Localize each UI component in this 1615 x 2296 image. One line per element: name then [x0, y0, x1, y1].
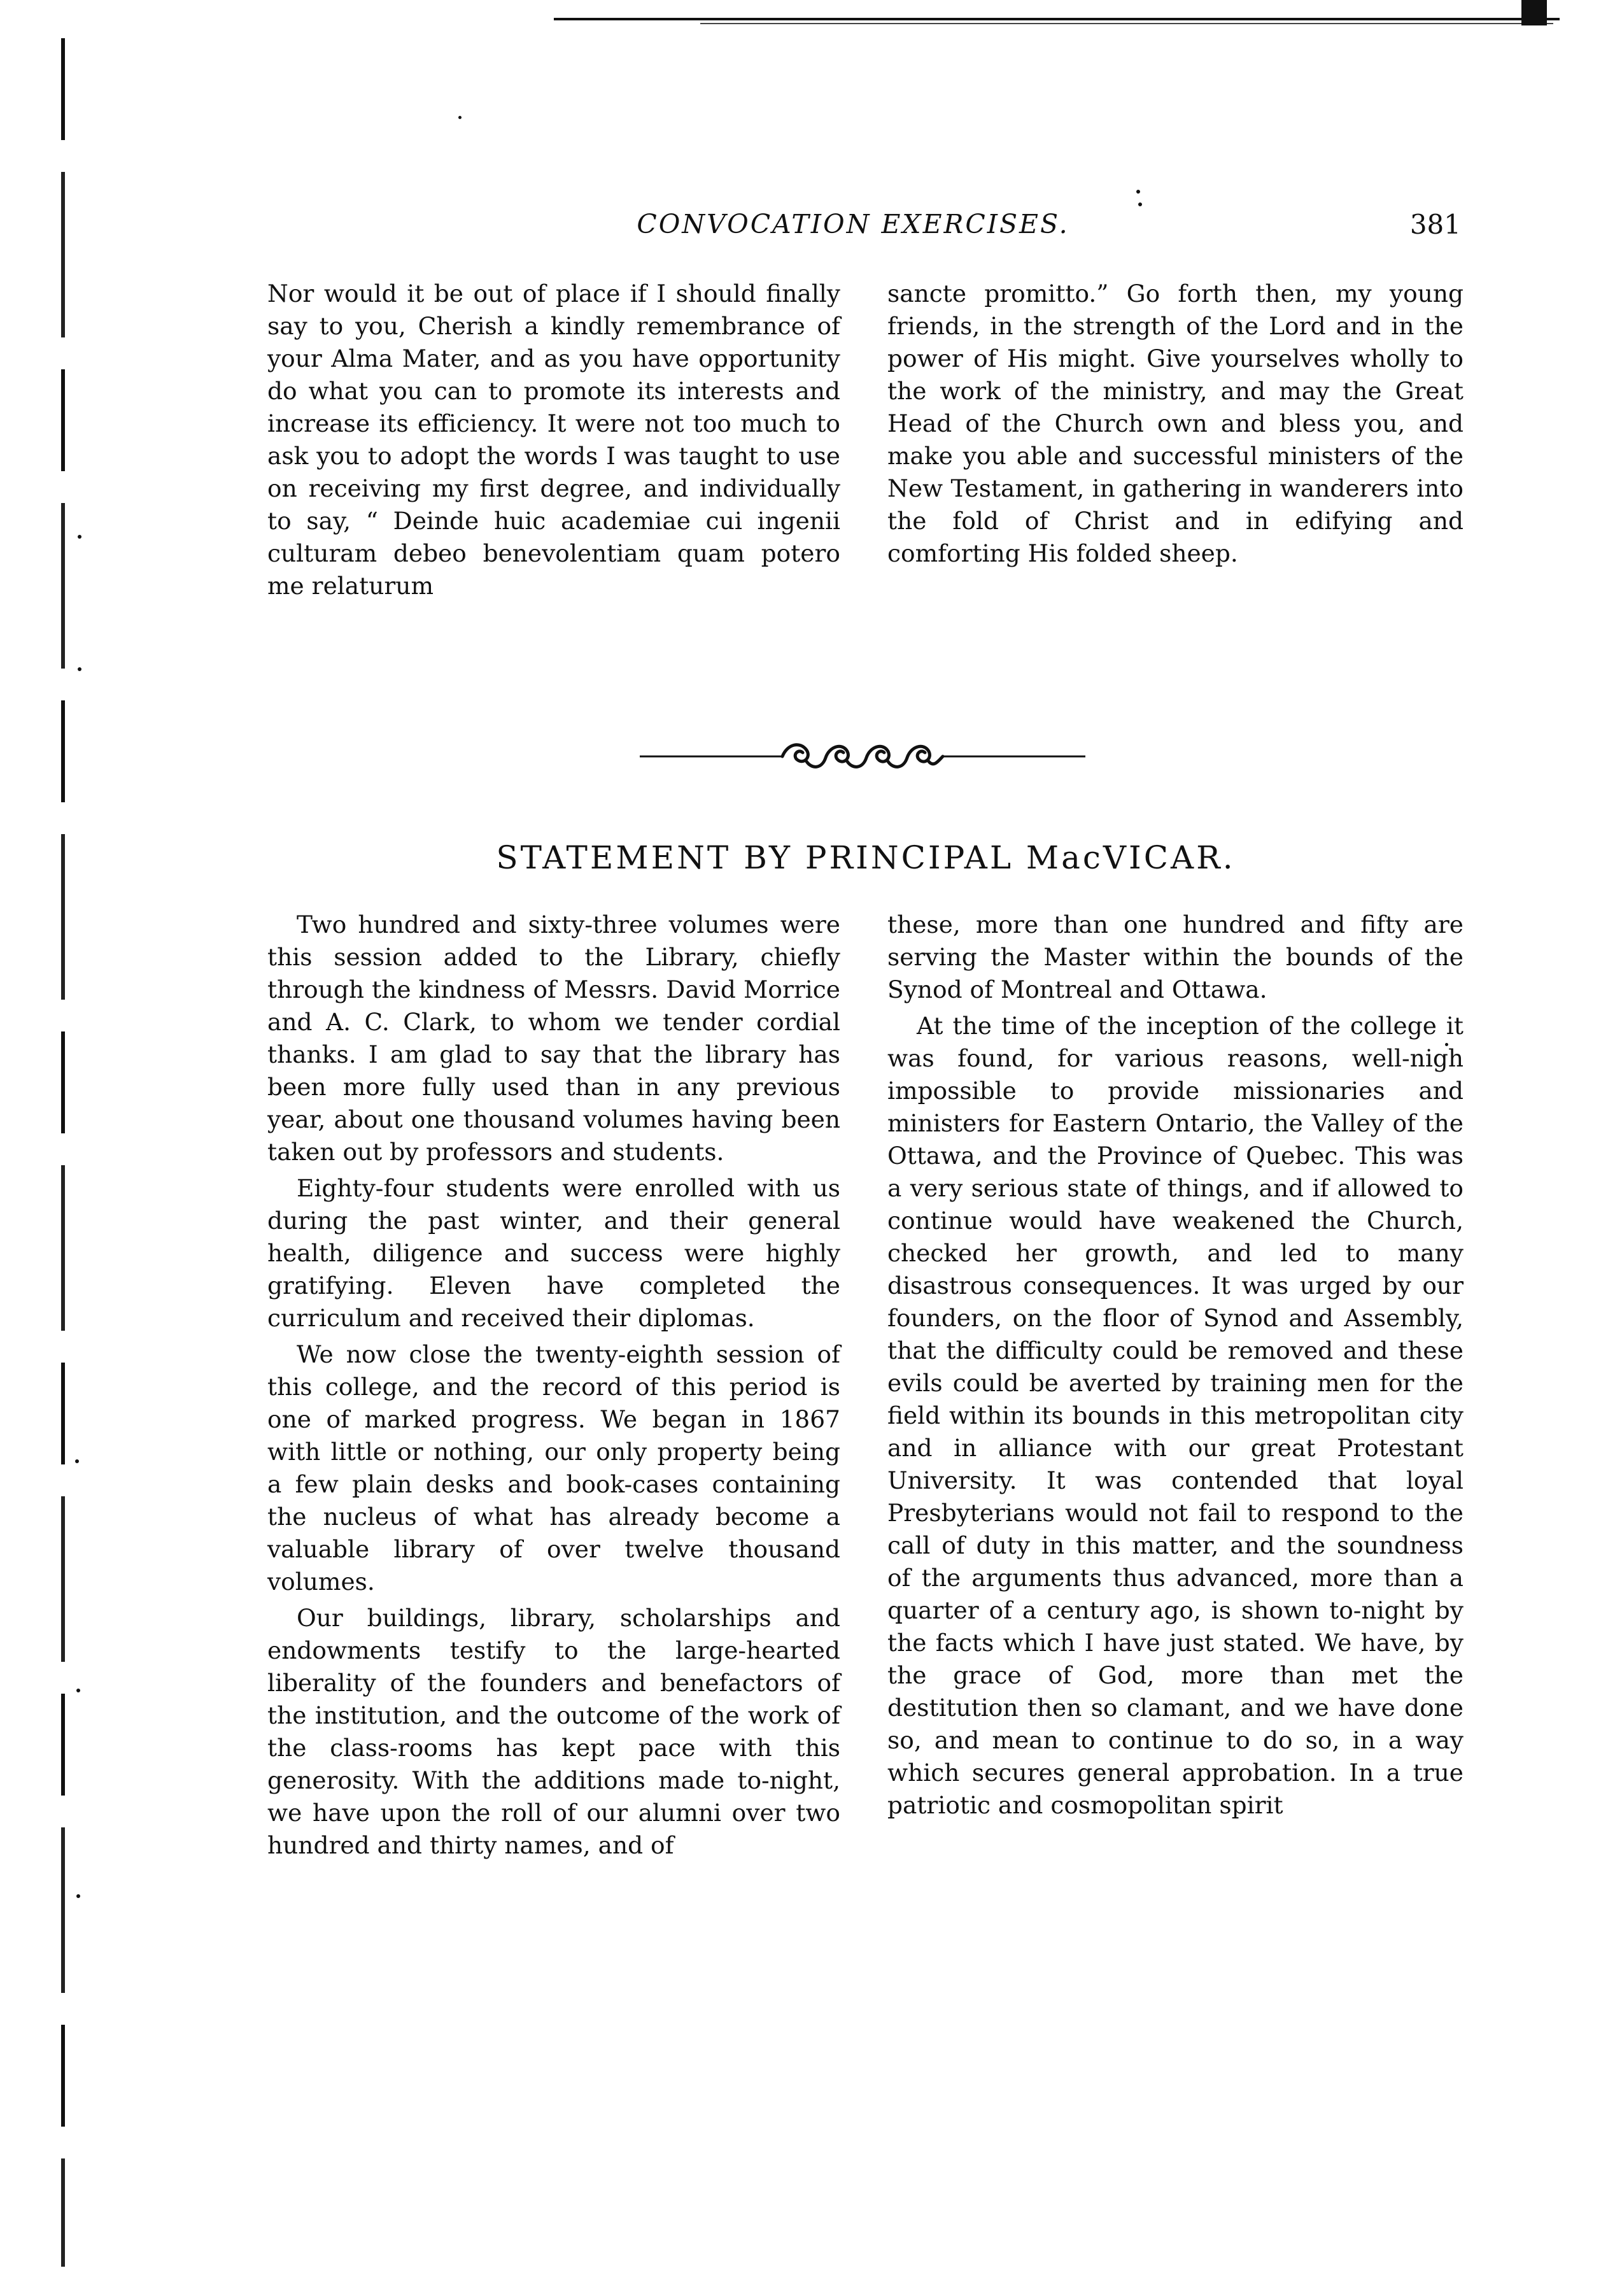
scan-speck	[458, 116, 462, 119]
scan-speck	[75, 1459, 79, 1463]
scan-speck	[78, 667, 81, 671]
scan-page-edge	[61, 38, 65, 2267]
paragraph: these, more than one hundred and fifty are serving the Master within the bounds of the Synod of Montreal and Ottawa.	[887, 911, 1463, 1003]
scan-speck	[78, 535, 81, 539]
paragraph: Two hundred and sixty-three volumes were this session added to the Library, chiefly through the kindness of Messrs. David Morrice and A. C. Clark, to whom we tender cordial thanks. I am glad to say that the library has been more fully used than in any previous year, about one thousand volumes having been taken out by professors and students.	[267, 911, 840, 1166]
scan-corner-mark	[1521, 0, 1547, 25]
scan-speck	[1136, 190, 1140, 194]
statement-right-column	[887, 909, 1463, 1822]
page-number: 381	[1409, 209, 1461, 240]
scan-speck	[76, 1894, 80, 1898]
paragraph: At the time of the inception of the college it was found, for various reasons, well-nigh impossible to provide missionaries and ministers for Eastern Ontario, the Valley of the Ottawa, and the Province of Quebec. This was a very serious state of things, and if allowed to continue would have weakened the Church, checked her growth, and led to many disastrous consequences. It was urged by our founders, on the floor of Synod and Assembly, that the difficulty could be removed and these evils could be averted by training men for the field within its bounds in this metropolitan city and in alliance with our great Protestant University. It was contended that loyal Presbyterians would not fail to respond to the call of duty in this matter, and the soundness of the arguments thus advanced, more than a quarter of a century ago, is shown to-night by the facts which I have just stated. We have, by the grace of God, more than met the destitution then so clamant, and we have done so, and mean to continue to do so, in a way which secures general approbation. In a true patriotic and cosmopolitan spirit	[887, 1012, 1463, 1819]
scan-speck	[76, 1689, 80, 1692]
scan-speck	[1138, 202, 1142, 206]
scan-border-line	[554, 18, 1560, 20]
top-left-column	[267, 278, 840, 602]
paragraph: Our buildings, library, scholarships and endowments testify to the large-hearted liberality of the founders and benefactors of the institution, and the outcome of the work of the class-rooms has kept pace with this generosity. With the additions made to-night, we have upon the roll of our alumni over two hundred and thirty names, and of	[267, 1604, 840, 1859]
statement-left-column	[267, 909, 840, 1862]
ornament-divider	[640, 732, 1085, 777]
paragraph: Eighty-four students were enrolled with us during the past winter, and their general health, diligence and success were highly gratifying. Eleven have completed the curriculum and received their diplomas.	[267, 1174, 840, 1332]
paragraph: sancte promitto.” Go forth then, my young friends, in the strength of the Lord and in the power of His might. Give yourselves wholly to the work of the ministry, and may the Great Head of the Church own and bless you, and make you able and successful ministers of the New Testament, in gathering in wanderers into the fold of Christ and in edifying and comforting His folded sheep.	[887, 280, 1463, 567]
running-head-title: CONVOCATION EXERCISES.	[637, 209, 1069, 239]
paragraph: We now close the twenty-eighth session of this college, and the record of this period is one of marked progress. We began in 1867 with little or nothing, our only property being a few plain desks and book-cases containing the nucleus of what has already become a valuable library of over twelve thousand volumes.	[267, 1340, 840, 1596]
paragraph: Nor would it be out of place if I should finally say to you, Cherish a kindly remembrance of your Alma Mater, and as you have opportunity do what you can to promote its interests and increase its efficiency. It were not too much to ask you to adopt the words I was taught to use on receiving my first degree, and individually to say, “ Deinde huic academiae cui ingenii culturam debeo benevolentiam quam potero me relaturum	[267, 280, 840, 600]
scan-border-line	[700, 23, 1553, 24]
section-heading: STATEMENT BY PRINCIPAL MacVICAR.	[496, 839, 1236, 876]
top-right-column	[887, 278, 1463, 570]
